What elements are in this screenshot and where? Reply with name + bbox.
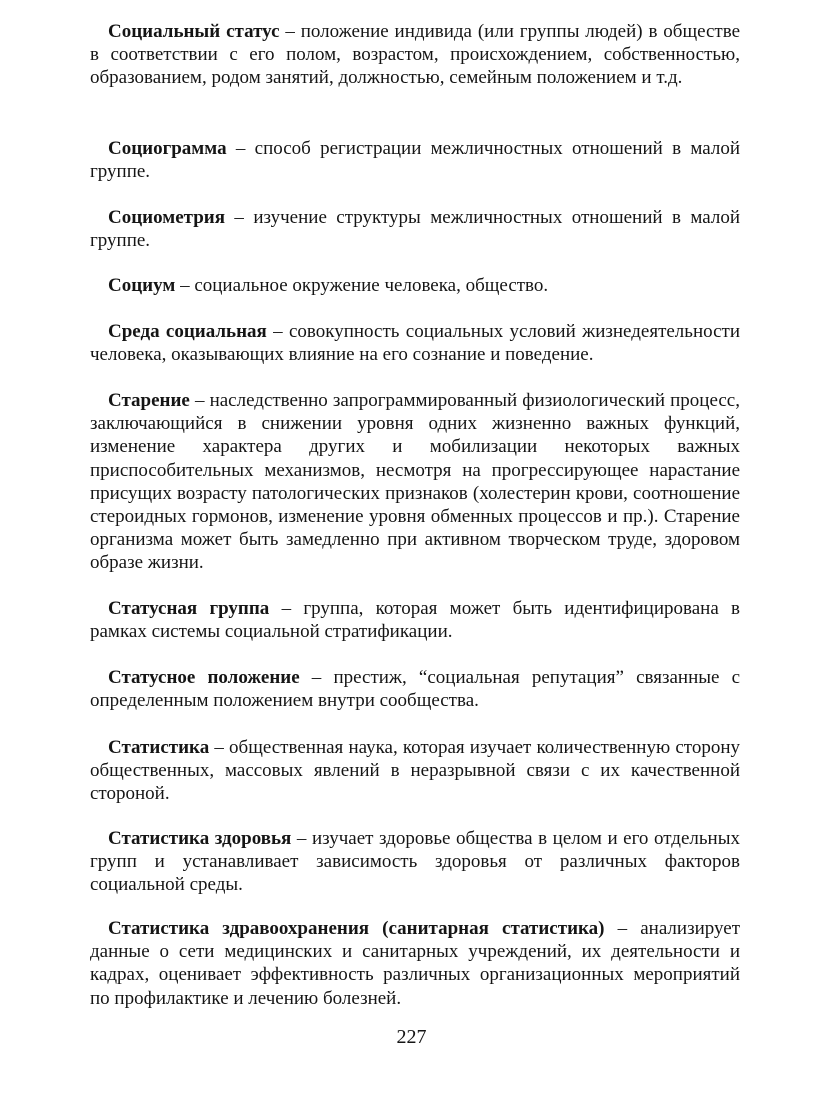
entry-term: Статистика здоровья bbox=[108, 828, 292, 849]
entry-term: Статистика bbox=[108, 737, 210, 758]
glossary-entry-social-status bbox=[90, 20, 740, 90]
entry-definition: – общественная наука, которая изучает количественную сторону общественных, массовых явлений в неразрывной связи с их качественной стороной. bbox=[90, 737, 740, 805]
entry-definition: – совокупность социальных условий жизнедеятельности человека, оказывающих влияние на его сознание и поведение. bbox=[90, 321, 740, 366]
glossary-entry-sociometry bbox=[90, 206, 740, 252]
entry-definition: – престиж, “социальная репутация” связанные с определенным положением внутри сообщества. bbox=[90, 667, 740, 712]
glossary-entry-socium bbox=[90, 274, 740, 297]
entry-definition: – положение индивида (или группы людей) в обществе в соответствии с его полом, возрастом, происхождением, собственностью, образованием, родом занятий, должностью, семейным положением и т.д. bbox=[90, 21, 741, 89]
glossary-entry-social-environment bbox=[90, 320, 740, 366]
entry-term: Среда социальная bbox=[108, 321, 267, 342]
glossary-entry-status-position bbox=[90, 666, 740, 712]
entry-definition: – наследственно запрограммированный физиологический процесс, заключающийся в снижении уровня одних жизненно важных функций, изменение характера других и мобилизации некоторых важных приспособительных механизмов, несмотря на прогрессирующее нарастание присущих возрасту патологических признаков (холестерин крови, соотношение стероидных гормонов, изменение уровня обменных процессов и пр.). Старение организма может быть замедленно при активном творческом труде, здоровом образе жизни. bbox=[90, 390, 740, 574]
entry-definition: – социальное окружение человека, общество. bbox=[175, 275, 549, 296]
entry-term: Социограмма bbox=[108, 138, 227, 159]
entry-term: Социум bbox=[108, 275, 176, 296]
entry-term: Социальный статус bbox=[108, 21, 280, 42]
entry-term: Старение bbox=[108, 390, 190, 411]
entry-term: Статусное положение bbox=[108, 667, 300, 688]
entry-definition: – изучение структуры межличностных отношений в малой группе. bbox=[90, 207, 740, 252]
glossary-entry-statistics bbox=[90, 736, 740, 806]
entry-definition: – изучает здоровье общества в целом и его отдельных групп и устанавливает зависимость здоровья от различных факторов социальной среды. bbox=[90, 828, 740, 896]
entry-term: Статусная группа bbox=[108, 598, 270, 619]
glossary-entry-healthcare-statistics bbox=[90, 917, 740, 1010]
glossary-entry-aging bbox=[90, 389, 740, 575]
page-number: 227 bbox=[396, 1026, 427, 1048]
entry-definition: – способ регистрации межличностных отношений в малой группе. bbox=[90, 138, 740, 183]
entry-definition: – анализирует данные о сети медицинских и санитарных учреждений, их деятельности и кадрах, оценивает эффективность различных организационных мероприятий по профилактике и лечению болезней. bbox=[90, 918, 740, 1009]
glossary-entry-status-group bbox=[90, 597, 740, 643]
glossary-entry-health-statistics bbox=[90, 827, 740, 897]
entry-term: Статистика здравоохранения (санитарная статистика) bbox=[108, 918, 605, 939]
entry-term: Социометрия bbox=[108, 207, 225, 228]
entry-definition: – группа, которая может быть идентифицирована в рамках системы социальной стратификации. bbox=[90, 598, 740, 643]
glossary-entry-sociogram bbox=[90, 137, 740, 183]
